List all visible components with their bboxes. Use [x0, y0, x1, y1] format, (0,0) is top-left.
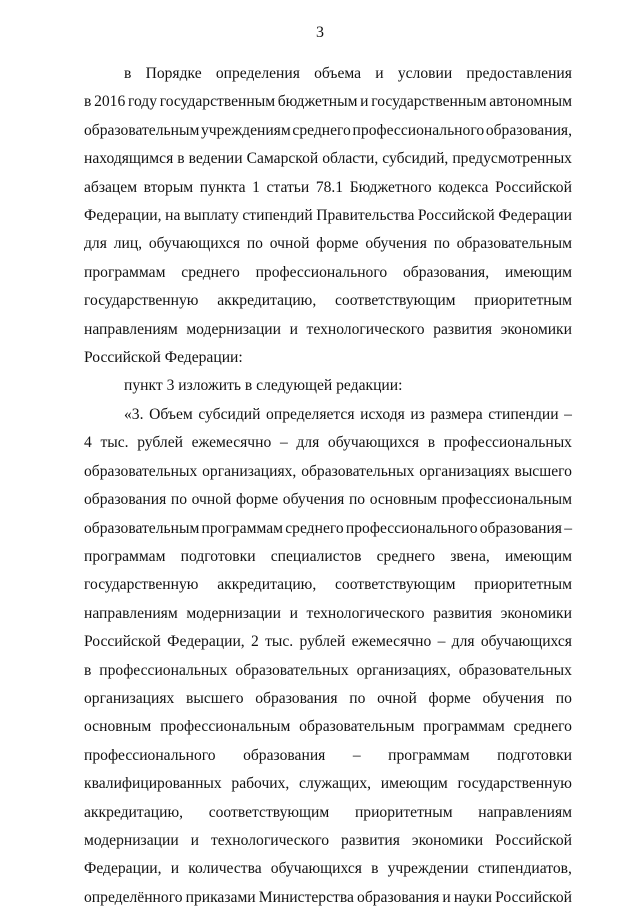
- text-line: модернизации и технологического развития экономики Российской: [84, 831, 572, 849]
- text-line: находящимся в ведении Самарской области, субсидий, предусмотренных: [84, 150, 572, 168]
- paragraph-1: [84, 60, 572, 372]
- text-line: в профессиональных образовательных организациях, образовательных: [84, 661, 572, 679]
- text-line: «3. Объем субсидий определяется исходя из размера стипендии –: [124, 405, 572, 423]
- text-line: для лиц, обучающихся по очной форме обучения по образовательным: [84, 235, 572, 253]
- text-line: профессионального образования – программам подготовки: [84, 746, 572, 764]
- text-line: образовательных организациях, образовательных организациях высшего: [84, 462, 572, 480]
- text-line: абзацем вторым пункта 1 статьи 78.1 Бюджетного кодекса Российской: [84, 178, 572, 196]
- page-number: 3: [316, 24, 324, 41]
- text-line: программам среднего профессионального образования, имеющим: [84, 263, 572, 281]
- text-line: направлениям модернизации и технологического развития экономики: [84, 320, 572, 338]
- text-line: образовательным учреждениям среднего профессионального образования,: [84, 121, 572, 139]
- text-line: организациях высшего образования по очной форме обучения по: [84, 689, 572, 707]
- text-line: программам подготовки специалистов среднего звена, имеющим: [84, 547, 572, 565]
- document-body: [84, 60, 572, 912]
- text-line: направлениям модернизации и технологического развития экономики: [84, 604, 572, 622]
- text-line: 4 тыс. рублей ежемесячно – для обучающихся в профессиональных: [84, 434, 572, 452]
- text-line: основным профессиональным образовательным программам среднего: [84, 718, 572, 736]
- text-line: государственную аккредитацию, соответствующим приоритетным: [84, 576, 572, 594]
- text-line: квалифицированных рабочих, служащих, имеющим государственную: [84, 775, 572, 793]
- text-line: пункт 3 изложить в следующей редакции:: [124, 377, 403, 395]
- paragraph-2: [84, 372, 572, 400]
- text-line: определённого приказами Министерства образования и науки Российской: [84, 888, 572, 906]
- text-line: аккредитацию, соответствующим приоритетным направлениям: [84, 803, 572, 821]
- text-line: в 2016 году государственным бюджетным и государственным автономным: [84, 93, 572, 111]
- text-line: Российской Федерации:: [84, 349, 243, 367]
- text-line: образования по очной форме обучения по основным профессиональным: [84, 491, 572, 509]
- text-line: Федерации, и количества обучающихся в учреждении стипендиатов,: [84, 860, 572, 878]
- text-line: государственную аккредитацию, соответствующим приоритетным: [84, 292, 572, 310]
- paragraph-3: [84, 401, 572, 912]
- text-line: образовательным программам среднего профессионального образования –: [84, 519, 572, 537]
- text-line: в Порядке определения объема и условии предоставления: [124, 65, 572, 82]
- text-line: Российской Федерации, 2 тыс. рублей ежемесячно – для обучающихся: [84, 633, 572, 651]
- text-line: Федерации, на выплату стипендий Правительства Российской Федерации: [84, 207, 572, 225]
